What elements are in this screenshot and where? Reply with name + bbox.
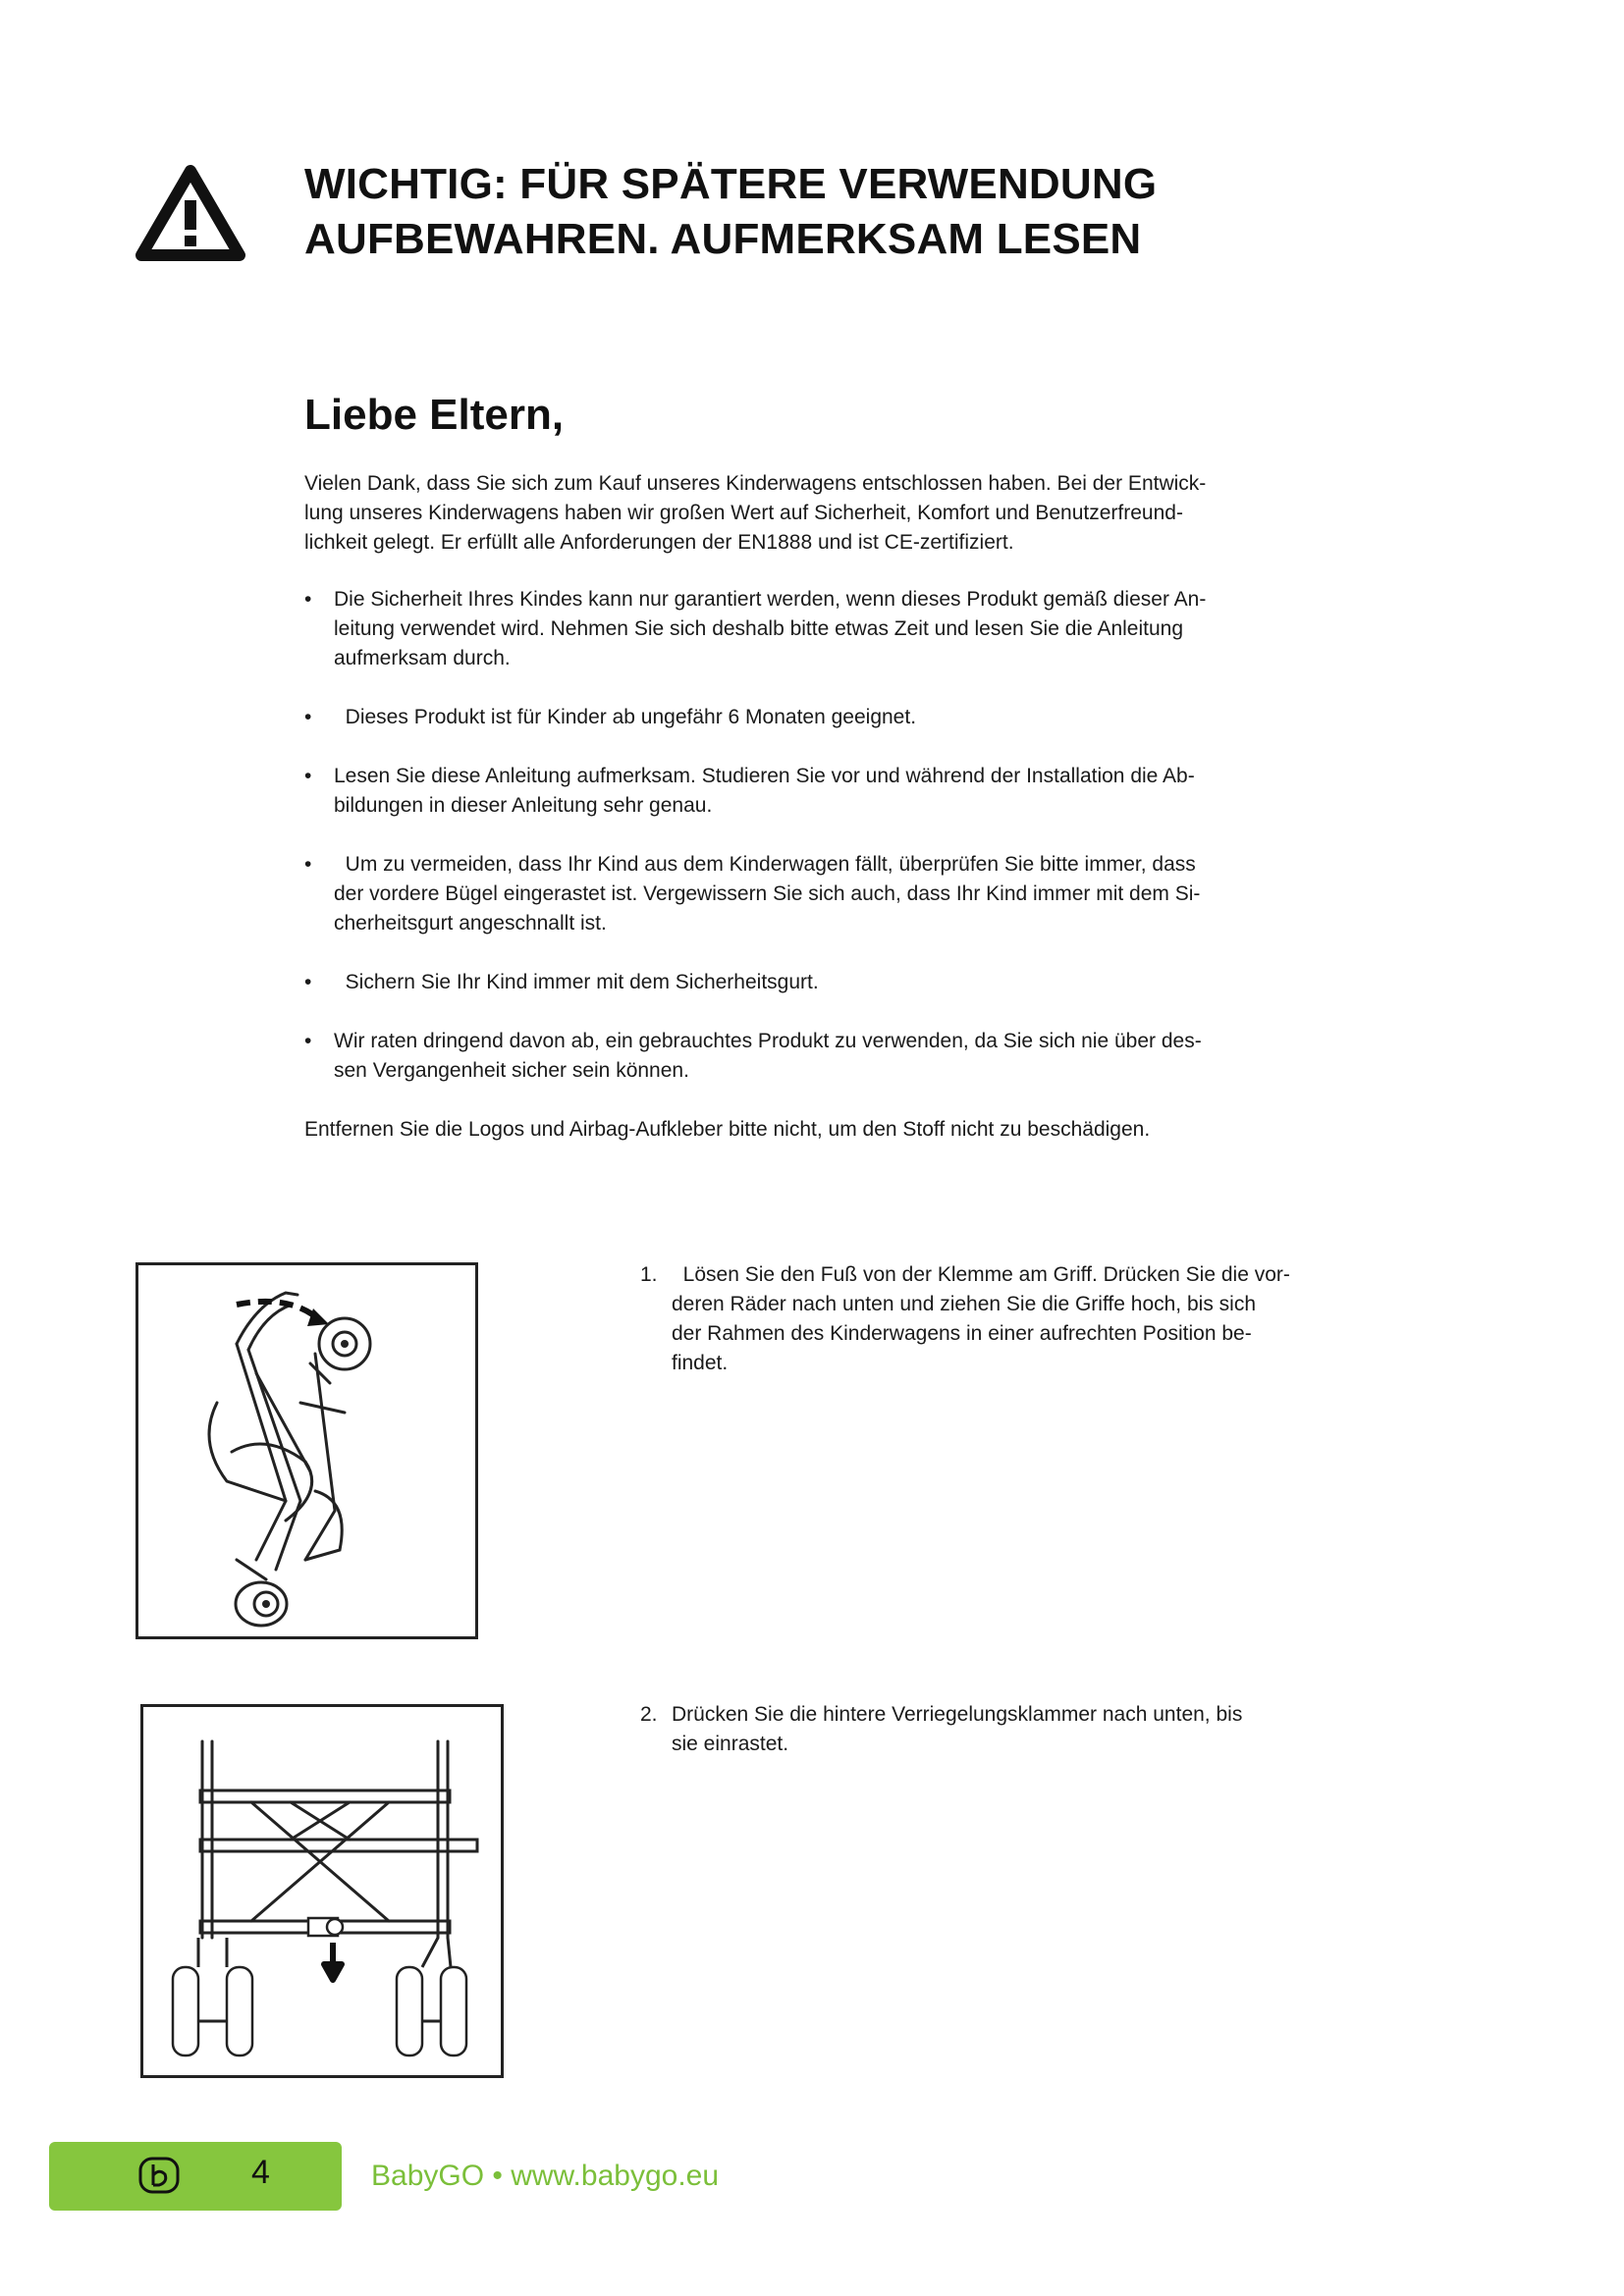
stroller-drawing <box>138 1265 475 1636</box>
bullet-line: sen Vergangenheit sicher sein können. <box>334 1059 689 1082</box>
bullet-line: cherheitsgurt angeschnallt ist. <box>334 912 607 934</box>
page-number: 4 <box>251 2154 270 2191</box>
list-item <box>300 762 1282 821</box>
step-2 <box>640 1700 1327 1759</box>
intro-line: lichkeit gelegt. Er erfüllt alle Anforderungen der EN1888 und ist CE-zertifiziert. <box>304 531 1014 554</box>
bullet-line: aufmerksam durch. <box>334 647 511 669</box>
bullet-line: leitung verwendet wird. Nehmen Sie sich deshalb bitte etwas Zeit und lesen Sie die Anleitung <box>334 617 1184 640</box>
list-item <box>300 585 1282 673</box>
list-item <box>300 703 1282 732</box>
closing-paragraph: Entfernen Sie die Logos und Airbag-Aufkleber bitte nicht, um den Stoff nicht zu beschädigen. <box>304 1118 1151 1141</box>
stroller-drawing <box>143 1707 501 2075</box>
title-line-2: AUFBEWAHREN. AUFMERKSAM LESEN <box>304 215 1142 263</box>
step-line: sie einrastet. <box>672 1733 789 1755</box>
list-item <box>300 1027 1282 1086</box>
brand-website-link[interactable]: BabyGO • www.babygo.eu <box>371 2160 720 2192</box>
step-number: 1. <box>640 1263 658 1286</box>
step-1 <box>640 1260 1327 1378</box>
bullet-dot: • <box>304 971 312 993</box>
bullet-line: bildungen in dieser Anleitung sehr genau. <box>334 794 713 817</box>
bullet-line: Lesen Sie diese Anleitung aufmerksam. Studieren Sie vor und während der Installation die Ab- <box>334 765 1195 787</box>
folded-stroller-unfold-illustration <box>135 1262 478 1639</box>
bullet-line: Um zu vermeiden, dass Ihr Kind aus dem Kinderwagen fällt, überprüfen Sie bitte immer, dass <box>334 853 1196 876</box>
babygo-logo-icon <box>137 2156 181 2195</box>
step-line: deren Räder nach unten und ziehen Sie die Griffe hoch, bis sich <box>672 1293 1256 1315</box>
intro-line: Vielen Dank, dass Sie sich zum Kauf unseres Kinderwagens entschlossen haben. Bei der Entwick- <box>304 472 1207 495</box>
bullet-dot: • <box>304 588 312 611</box>
step-line: der Rahmen des Kinderwagens in einer aufrechten Position be- <box>672 1322 1252 1345</box>
warning-triangle-icon <box>135 165 245 263</box>
bullet-dot: • <box>304 1030 312 1052</box>
bullet-line: der vordere Bügel eingerastet ist. Vergewissern Sie sich auch, dass Ihr Kind immer mit dem Si- <box>334 882 1201 905</box>
step-line: Drücken Sie die hintere Verriegelungsklammer nach unten, bis <box>672 1703 1243 1726</box>
intro-paragraph <box>304 469 1276 558</box>
list-item <box>300 968 1282 997</box>
bullet-dot: • <box>304 853 312 876</box>
stroller-rear-lock-illustration <box>140 1704 504 2078</box>
bullet-line: Dieses Produkt ist für Kinder ab ungefähr 6 Monaten geeignet. <box>334 706 917 728</box>
intro-line: lung unseres Kinderwagens haben wir großen Wert auf Sicherheit, Komfort und Benutzerfreund- <box>304 502 1183 524</box>
step-number: 2. <box>640 1703 658 1726</box>
safety-bullet-list <box>300 585 1282 1115</box>
bullet-line: Wir raten dringend davon ab, ein gebrauchtes Produkt zu verwenden, da Sie sich nie über des- <box>334 1030 1202 1052</box>
list-item <box>300 850 1282 938</box>
greeting-heading: Liebe Eltern, <box>304 391 565 439</box>
footer-page-tab <box>49 2142 342 2211</box>
bullet-dot: • <box>304 706 312 728</box>
step-line: Lösen Sie den Fuß von der Klemme am Griff. Drücken Sie die vor- <box>672 1263 1290 1286</box>
step-line: findet. <box>672 1352 729 1374</box>
bullet-line: Die Sicherheit Ihres Kindes kann nur garantiert werden, wenn dieses Produkt gemäß dieser An- <box>334 588 1207 611</box>
bullet-line: Sichern Sie Ihr Kind immer mit dem Sicherheitsgurt. <box>334 971 819 993</box>
bullet-dot: • <box>304 765 312 787</box>
title-line-1: WICHTIG: FÜR SPÄTERE VERWENDUNG <box>304 160 1158 208</box>
page-title <box>304 157 1404 267</box>
